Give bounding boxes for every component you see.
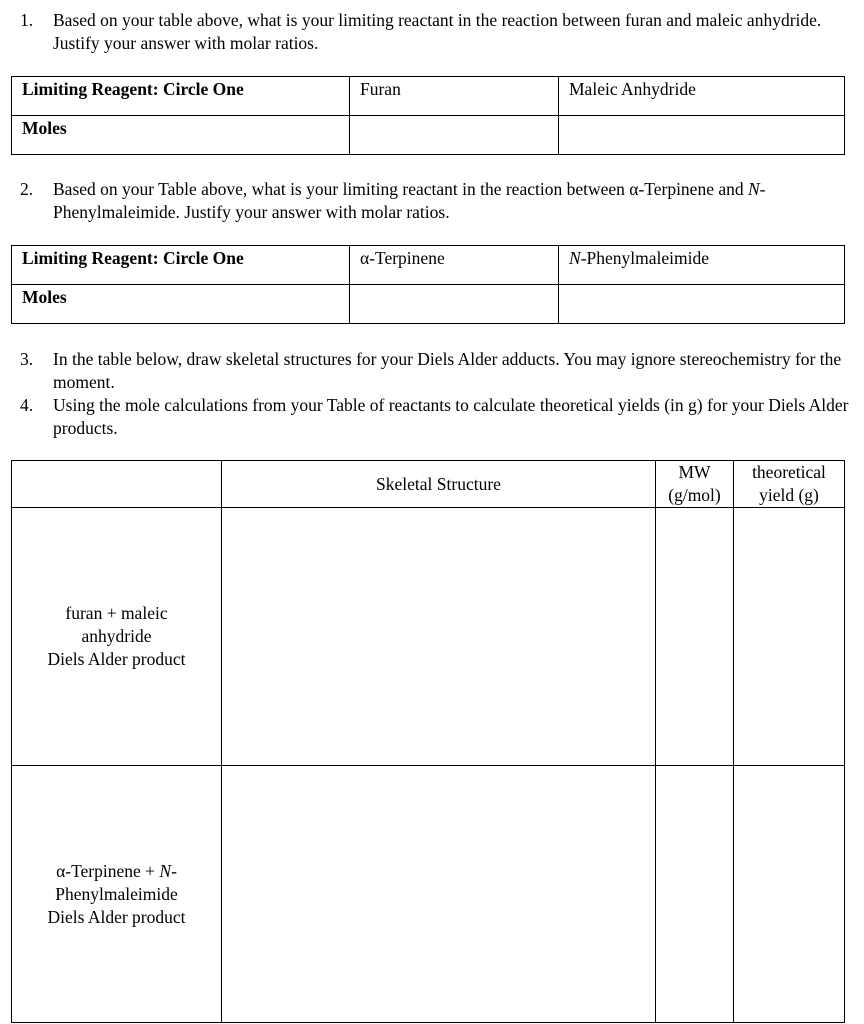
option-alpha-terpinene[interactable]: α-Terpinene bbox=[350, 246, 559, 285]
header-mw: MW (g/mol) bbox=[656, 461, 734, 508]
option-n-phenylmaleimide[interactable]: N-Phenylmaleimide bbox=[559, 246, 845, 285]
moles-cell-furan[interactable] bbox=[350, 116, 559, 155]
structure-cell-furan-maleic-anhydride[interactable] bbox=[222, 508, 656, 766]
limiting-reagent-table-1 bbox=[11, 76, 845, 155]
question-2 bbox=[20, 178, 856, 224]
yield-cell-furan-maleic-anhydride[interactable] bbox=[734, 508, 845, 766]
question-number: 3. bbox=[20, 349, 34, 369]
header-skeletal-structure: Skeletal Structure bbox=[222, 461, 656, 508]
limiting-reagent-table-2 bbox=[11, 245, 845, 324]
question-number: 4. bbox=[20, 395, 34, 415]
moles-cell-alpha-terpinene[interactable] bbox=[350, 285, 559, 324]
moles-label: Moles bbox=[12, 285, 350, 324]
question-text: In the table below, draw skeletal structures for your Diels Alder adducts. You may ignore stereochemistry for the moment. bbox=[53, 349, 842, 392]
question-text: Based on your Table above, what is your limiting reactant in the reaction between α-Terpinene and N-Phenylmaleimide. Justify your answer with molar ratios. bbox=[53, 179, 766, 222]
yield-cell-terpinene-phenylmaleimide[interactable] bbox=[734, 766, 845, 1023]
moles-cell-maleic-anhydride[interactable] bbox=[559, 116, 845, 155]
moles-cell-n-phenylmaleimide[interactable] bbox=[559, 285, 845, 324]
option-maleic-anhydride[interactable]: Maleic Anhydride bbox=[559, 77, 845, 116]
option-furan[interactable]: Furan bbox=[350, 77, 559, 116]
mw-cell-furan-maleic-anhydride[interactable] bbox=[656, 508, 734, 766]
question-number: 1. bbox=[20, 10, 34, 30]
question-text: Using the mole calculations from your Table of reactants to calculate theoretical yields (in g) for your Diels Alder products. bbox=[53, 395, 849, 438]
mw-cell-terpinene-phenylmaleimide[interactable] bbox=[656, 766, 734, 1023]
header-theoretical-yield: theoretical yield (g) bbox=[734, 461, 845, 508]
diels-alder-products-table bbox=[11, 460, 845, 1023]
moles-label: Moles bbox=[12, 116, 350, 155]
question-3 bbox=[20, 348, 856, 394]
limiting-reagent-label: Limiting Reagent: Circle One bbox=[12, 246, 350, 285]
question-4 bbox=[20, 394, 856, 440]
row-label-terpinene-phenylmaleimide: α-Terpinene + N- Phenylmaleimide Diels Alder product bbox=[12, 766, 222, 1023]
question-1 bbox=[20, 9, 856, 55]
header-blank-cell bbox=[12, 461, 222, 508]
question-text: Based on your table above, what is your limiting reactant in the reaction between furan and maleic anhydride. Justify your answer with molar ratios. bbox=[53, 10, 822, 53]
structure-cell-terpinene-phenylmaleimide[interactable] bbox=[222, 766, 656, 1023]
limiting-reagent-label: Limiting Reagent: Circle One bbox=[12, 77, 350, 116]
question-number: 2. bbox=[20, 179, 34, 199]
row-label-furan-maleic-anhydride: furan + maleic anhydride Diels Alder product bbox=[12, 508, 222, 766]
